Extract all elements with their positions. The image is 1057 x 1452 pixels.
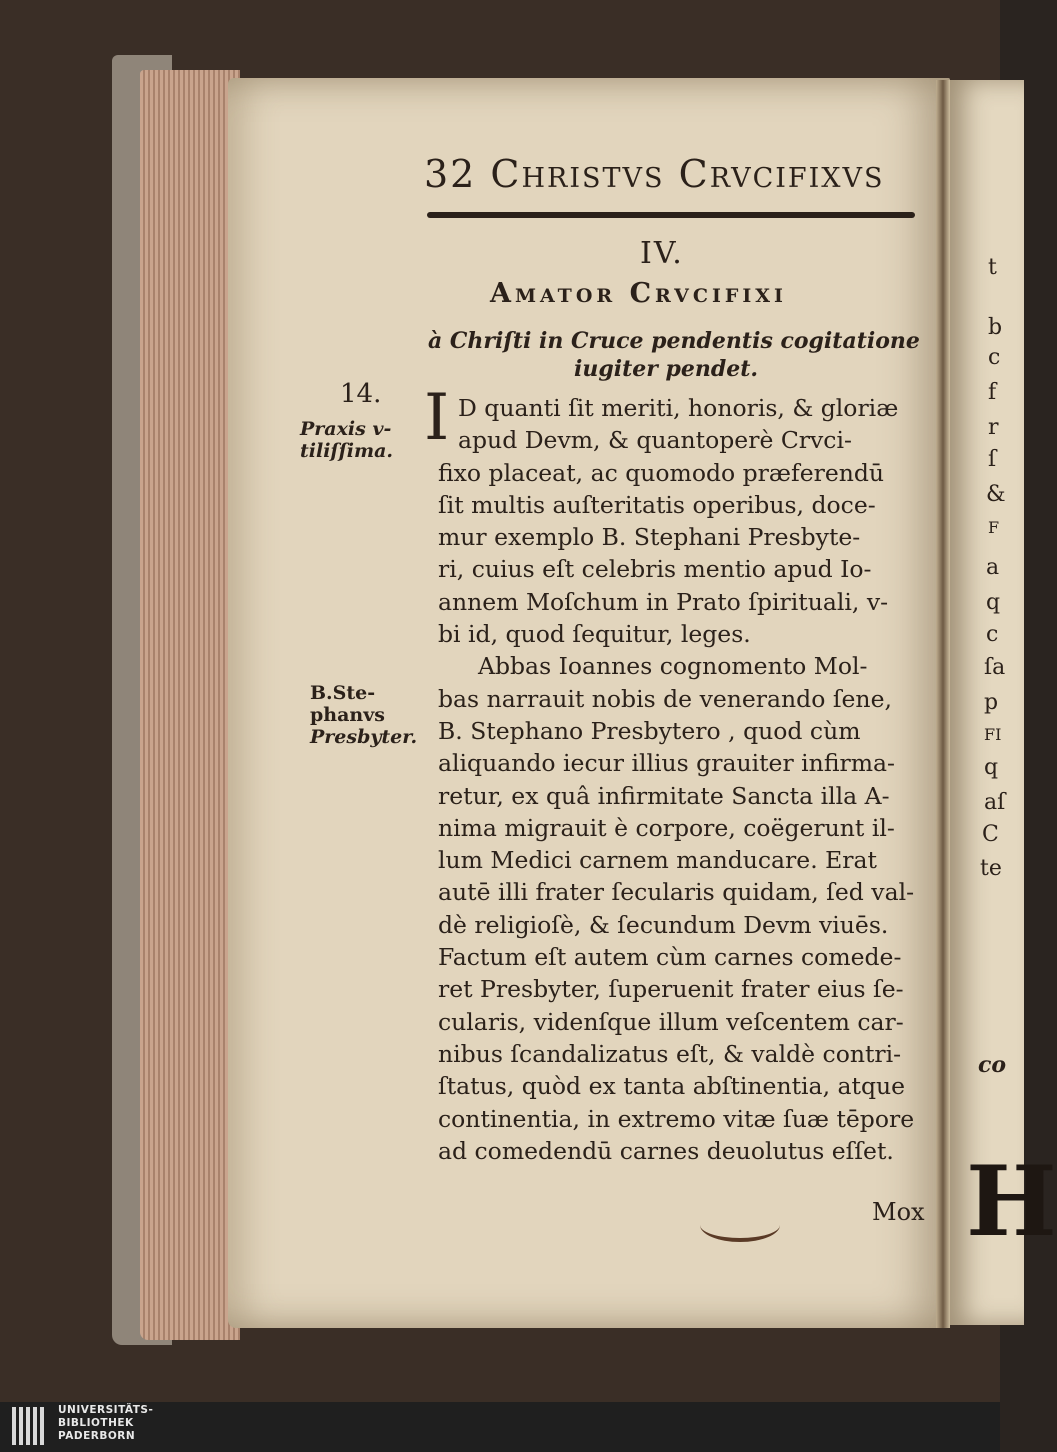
body-line: ſtatus, quòd ex tanta abſtinentia, atque [438, 1072, 906, 1101]
body-line: nima migrauit è corpore, coëgerunt il- [438, 813, 895, 842]
facing-letter: ſ [988, 447, 997, 472]
body-line: D quanti ſit meriti, honoris, & gloriæ [458, 394, 899, 422]
margin-note-line: phanvs [310, 704, 385, 726]
body-line: annem Moſchum in Prato ſpirituali, v- [438, 587, 889, 616]
lead-line-2: iugiter pendet. [574, 356, 759, 382]
body-line: fixo placeat, ac quomodo præferendū [438, 458, 885, 487]
facing-letter: FI [984, 725, 1002, 744]
lead-line-1: à Chriſti in Cruce pendentis cogitatione [428, 328, 920, 354]
facing-letter: t [988, 255, 997, 280]
library-logo-icon [10, 1405, 52, 1449]
body-line: ſit multis auſteritatis operibus, doce- [438, 490, 876, 519]
facing-letter: c [988, 345, 1001, 370]
facing-letter: p [984, 690, 999, 715]
header-rule [427, 212, 915, 218]
margin-note-line: tiliſſima. [300, 440, 394, 462]
catchword: Mox [872, 1198, 925, 1226]
body-line: dè religioſè, & ſecundum Devm viuēs. [438, 910, 889, 939]
facing-letter: a [986, 555, 1000, 580]
body-line: Abbas Ioannes cognomento Mol- [478, 652, 868, 681]
margin-note-praxis [300, 418, 393, 462]
library-line: UNIVERSITÄTS- [58, 1404, 154, 1416]
margin-note-line: Presbyter. [310, 726, 418, 748]
book-gutter [936, 80, 950, 1328]
body-line: continentia, in extremo vitæ ſuæ tēpore [438, 1104, 915, 1133]
running-head: 32 Christvs Crvcifixvs [424, 152, 885, 196]
facing-letter: C [982, 822, 999, 847]
body-line: Factum eſt autem cùm carnes comede- [438, 943, 902, 972]
body-line: cularis, videnſque illum veſcentem car- [438, 1007, 904, 1036]
library-name [58, 1404, 153, 1443]
facing-letter: te [980, 856, 1002, 881]
body-line: B. Stephano Presbytero , quod cùm [438, 716, 861, 745]
facing-fragment: co [978, 1052, 1007, 1078]
body-line: bi id, quod ſequitur, leges. [438, 620, 751, 649]
facing-letter: aſ [984, 790, 1006, 815]
body-line: mur exemplo B. Stephani Presbyte- [438, 523, 861, 552]
body-line: autē illi frater ſecularis quidam, ſed val- [438, 878, 915, 907]
body-line: ad comedendū carnes deuolutus eſſet. [438, 1136, 894, 1165]
section-title: Amator Crvcifixi [490, 278, 787, 309]
margin-note-line: B.Ste- [310, 682, 376, 704]
drop-cap: I [424, 381, 450, 455]
facing-letter: q [986, 590, 1001, 615]
body-line: retur, ex quâ infirmitate Sancta illa A- [438, 781, 890, 810]
body-text [438, 392, 938, 1167]
ink-stain [700, 1208, 780, 1242]
facing-letter: & [986, 482, 1006, 507]
facing-letter: r [988, 415, 999, 440]
margin-number: 14. [340, 379, 382, 409]
margin-note-line: Praxis v- [300, 418, 392, 440]
body-line: aliquando iecur illius grauiter infirma- [438, 749, 895, 778]
facing-letter: q [984, 755, 999, 780]
body-line: bas narrauit nobis de venerando ſene, [438, 684, 892, 713]
body-line: lum Medici carnem manducare. Erat [438, 846, 877, 875]
facing-letter: c [986, 622, 999, 647]
body-line: ri, cuius eſt celebris mentio apud Io- [438, 555, 872, 584]
page-edges [140, 70, 240, 1340]
body-line: nibus ſcandalizatus eſt, & valdè contri- [438, 1039, 902, 1068]
facing-letter: f [988, 380, 997, 405]
section-number: IV. [640, 236, 684, 271]
facing-big-initial: H [966, 1145, 1057, 1258]
facing-letter: F [988, 518, 1000, 537]
body-line: apud Devm, & quantoperè Crvci- [458, 426, 852, 455]
facing-letter: ſa [984, 655, 1006, 680]
margin-note-stephanus [310, 682, 417, 748]
library-line: PADERBORN [58, 1430, 136, 1442]
library-line: BIBLIOTHEK [58, 1417, 134, 1429]
facing-letter: b [988, 315, 1003, 340]
body-line: ret Presbyter, ſuperuenit frater eius ſe- [438, 975, 904, 1004]
